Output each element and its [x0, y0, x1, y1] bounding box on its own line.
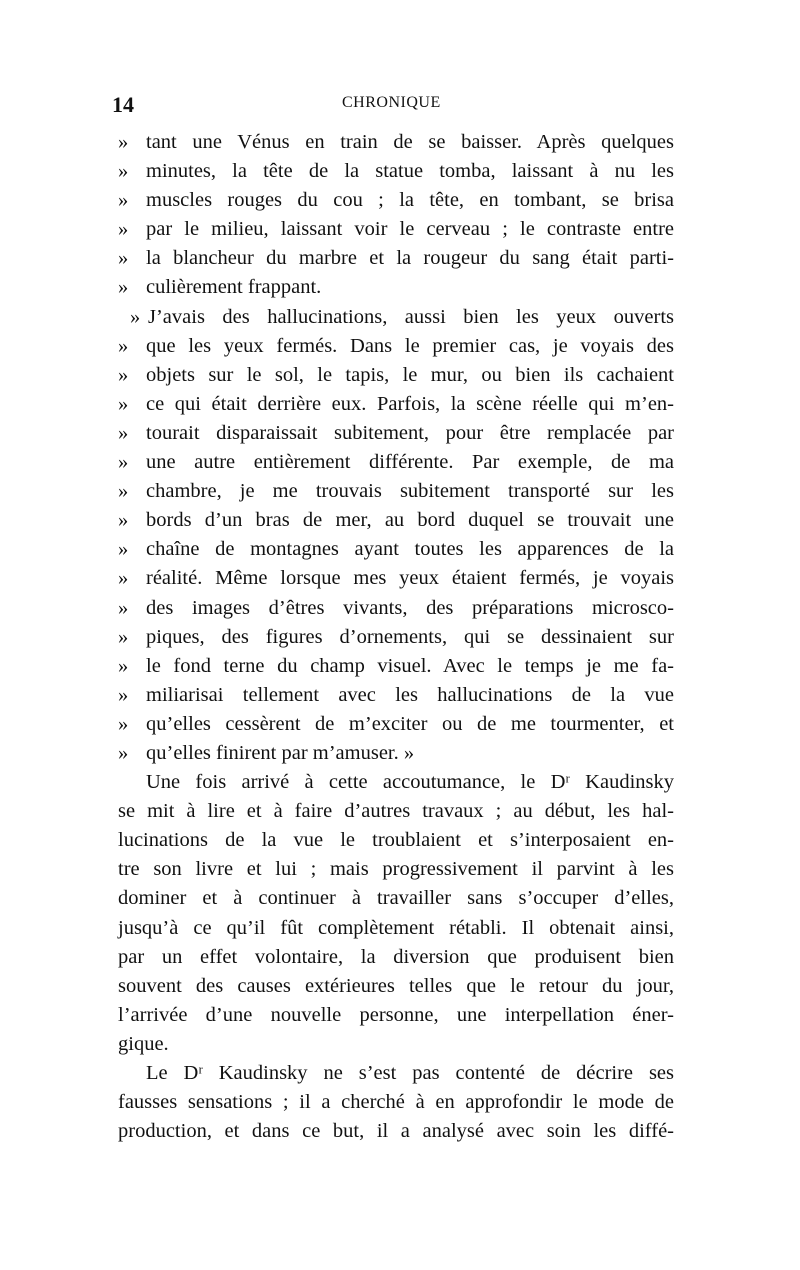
- running-head: CHRONIQUE: [342, 94, 441, 111]
- text-line: » muscles rouges du cou ; la tête, en tombant, se brisa: [118, 186, 674, 215]
- text-line: » tourait disparaissait subitement, pour être remplacée par: [118, 419, 674, 448]
- text-line: » des images d’êtres vivants, des préparations microsco-: [118, 594, 674, 623]
- text-line: » le fond terne du champ visuel. Avec le temps je me fa-: [118, 652, 674, 681]
- text-line: » miliarisai tellement avec les hallucinations de la vue: [118, 681, 674, 710]
- text-line: lucinations de la vue le troublaient et s’interposaient en-: [118, 829, 674, 852]
- text-line: » qu’elles cessèrent de m’exciter ou de me tourmenter, et: [118, 710, 674, 739]
- text-line: » piques, des figures d’ornements, qui se dessinaient sur: [118, 623, 674, 652]
- text-line: » bords d’un bras de mer, au bord duquel se trouvait une: [118, 506, 674, 535]
- text-line: » ce qui était derrière eux. Parfois, la scène réelle qui m’en-: [118, 390, 674, 419]
- text-line: souvent des causes extérieures telles que le retour du jour,: [118, 974, 674, 997]
- page-header: [112, 92, 672, 116]
- text-line: par un effet volontaire, la diversion que produisent bien: [118, 945, 674, 968]
- text-line: gique.: [118, 1032, 169, 1055]
- text-line: » réalité. Même lorsque mes yeux étaient fermés, je voyais: [118, 564, 674, 593]
- text-line: » J’avais des hallucinations, aussi bien les yeux ouverts: [118, 303, 674, 332]
- text-line: tre son livre et lui ; mais progressivement il parvint à les: [118, 858, 674, 881]
- text-line: » chaîne de montagnes ayant toutes les apparences de la: [118, 535, 674, 564]
- text-line: Une fois arrivé à cette accoutumance, le Dʳ Kaudinsky: [146, 771, 674, 794]
- page-number: 14: [112, 92, 134, 117]
- body-text: [118, 128, 674, 1146]
- text-line: » chambre, je me trouvais subitement transporté sur les: [118, 477, 674, 506]
- text-line: » objets sur le sol, le tapis, le mur, ou bien ils cachaient: [118, 361, 674, 390]
- text-line: se mit à lire et à faire d’autres travaux ; au début, les hal-: [118, 800, 674, 823]
- text-line: » une autre entièrement différente. Par exemple, de ma: [118, 448, 674, 477]
- text-line: » minutes, la tête de la statue tomba, laissant à nu les: [118, 157, 674, 186]
- text-line: production, et dans ce but, il a analysé avec soin les diffé-: [118, 1120, 674, 1143]
- text-line: dominer et à continuer à travailler sans s’occuper d’elles,: [118, 887, 674, 910]
- text-line: fausses sensations ; il a cherché à en approfondir le mode de: [118, 1091, 674, 1114]
- text-line: » qu’elles finirent par m’amuser. »: [118, 739, 674, 768]
- text-line: jusqu’à ce qu’il fût complètement rétabli. Il obtenait ainsi,: [118, 916, 674, 939]
- text-line: » la blancheur du marbre et la rougeur du sang était parti-: [118, 244, 674, 273]
- text-line: » culièrement frappant.: [118, 273, 674, 302]
- text-line: » par le milieu, laissant voir le cerveau ; le contraste entre: [118, 215, 674, 244]
- text-line: » tant une Vénus en train de se baisser. Après quelques: [118, 128, 674, 157]
- text-line: Le Dʳ Kaudinsky ne s’est pas contenté de décrire ses: [146, 1062, 674, 1084]
- text-line: » que les yeux fermés. Dans le premier cas, je voyais des: [118, 332, 674, 361]
- text-line: l’arrivée d’une nouvelle personne, une interpellation éner-: [118, 1003, 674, 1026]
